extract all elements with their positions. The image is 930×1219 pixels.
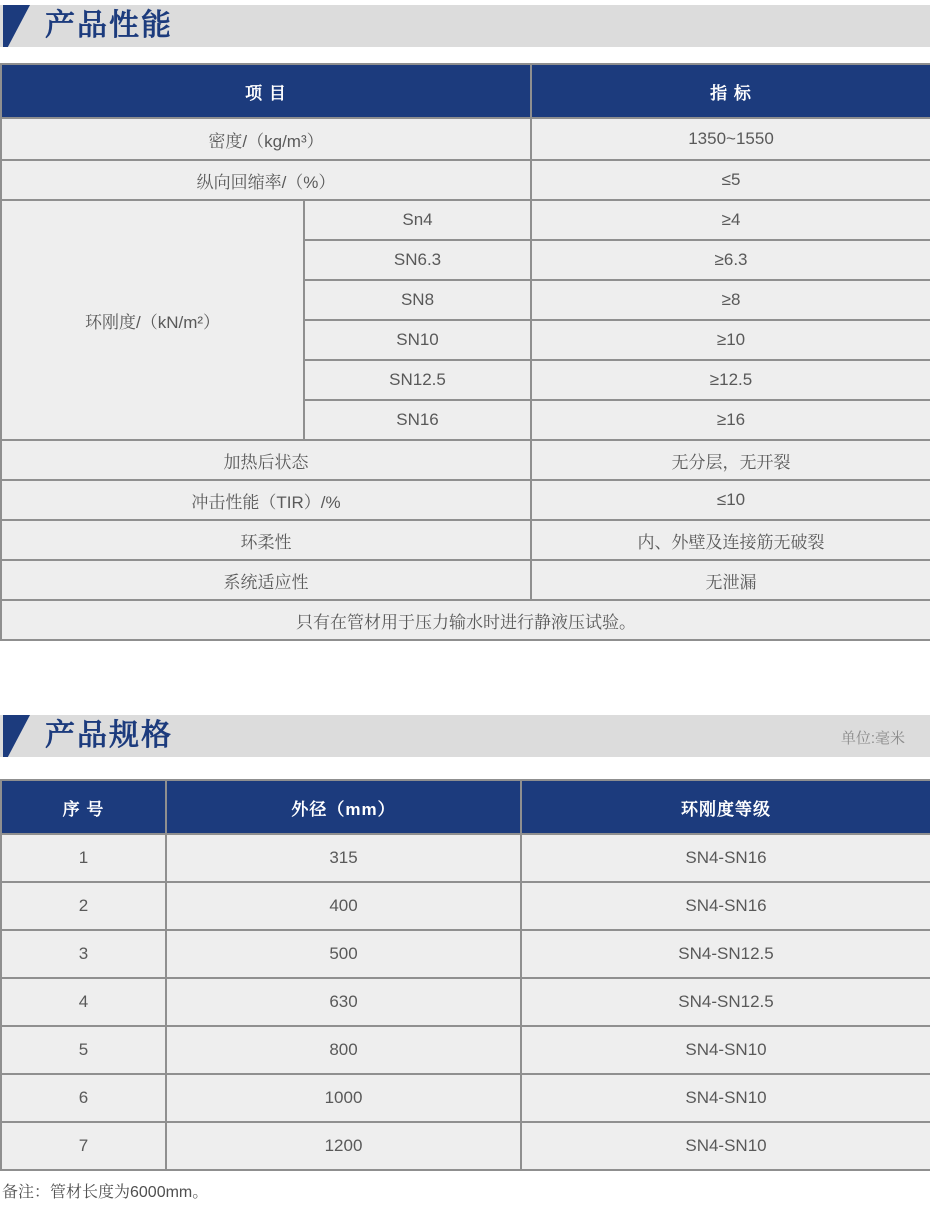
value-cell: ≤10 [531, 480, 930, 520]
table-row [1, 160, 930, 200]
value-cell: 内、外壁及连接筋无破裂 [531, 520, 930, 560]
value-cell: ≥16 [531, 400, 930, 440]
col-header-od: 外径（mm） [166, 780, 521, 834]
no-cell: 7 [1, 1122, 166, 1170]
table-row [1, 1122, 930, 1170]
item-cell: 密度/（kg/m³） [1, 118, 531, 160]
table-row [1, 1026, 930, 1074]
grade-cell: SN4-SN16 [521, 882, 930, 930]
note-cell: 只有在管材用于压力输水时进行静液压试验。 [1, 600, 930, 640]
value-cell: ≥10 [531, 320, 930, 360]
od-cell: 315 [166, 834, 521, 882]
od-cell: 1000 [166, 1074, 521, 1122]
value-cell: ≥6.3 [531, 240, 930, 280]
no-cell: 2 [1, 882, 166, 930]
no-cell: 3 [1, 930, 166, 978]
table-header-row [1, 64, 930, 118]
grade-cell: SN6.3 [304, 240, 531, 280]
value-cell: ≥12.5 [531, 360, 930, 400]
section-heading-performance [0, 5, 930, 47]
od-cell: 400 [166, 882, 521, 930]
grade-cell: SN4-SN16 [521, 834, 930, 882]
grade-cell: SN10 [304, 320, 531, 360]
no-cell: 6 [1, 1074, 166, 1122]
col-header-no: 序 号 [1, 780, 166, 834]
spec-table [0, 779, 930, 1171]
od-cell: 1200 [166, 1122, 521, 1170]
table-row [1, 560, 930, 600]
grade-cell: SN4-SN12.5 [521, 930, 930, 978]
value-cell: 1350~1550 [531, 118, 930, 160]
no-cell: 4 [1, 978, 166, 1026]
no-cell: 5 [1, 1026, 166, 1074]
value-cell: 无泄漏 [531, 560, 930, 600]
item-cell: 纵向回缩率/（%） [1, 160, 531, 200]
value-cell: ≥4 [531, 200, 930, 240]
od-cell: 800 [166, 1026, 521, 1074]
unit-label: 单位:毫米 [840, 730, 905, 747]
item-cell: 加热后状态 [1, 440, 531, 480]
od-cell: 630 [166, 978, 521, 1026]
value-cell: 无分层，无开裂 [531, 440, 930, 480]
section-title: 产品性能 [45, 9, 173, 42]
table-row [1, 930, 930, 978]
col-header-item: 项 目 [1, 64, 531, 118]
section-heading-specs [0, 715, 930, 757]
od-cell: 500 [166, 930, 521, 978]
table-row [1, 520, 930, 560]
footnote: 备注：管材长度为6000mm。 [2, 1184, 209, 1201]
item-cell: 冲击性能（TIR）/% [1, 480, 531, 520]
item-cell: 环柔性 [1, 520, 531, 560]
heading-triangle-icon [3, 715, 30, 757]
table-note-row [1, 600, 930, 640]
value-cell: ≥8 [531, 280, 930, 320]
grade-cell: SN4-SN10 [521, 1026, 930, 1074]
table-row [1, 834, 930, 882]
ring-stiffness-label-cell: 环刚度/（kN/m²） [1, 200, 304, 440]
value-cell: ≤5 [531, 160, 930, 200]
performance-table [0, 63, 930, 641]
grade-cell: SN8 [304, 280, 531, 320]
col-header-grade: 环刚度等级 [521, 780, 930, 834]
table-row [1, 480, 930, 520]
grade-cell: Sn4 [304, 200, 531, 240]
table-header-row [1, 780, 930, 834]
grade-cell: SN4-SN12.5 [521, 978, 930, 1026]
table-row [1, 200, 930, 240]
grade-cell: SN4-SN10 [521, 1122, 930, 1170]
grade-cell: SN12.5 [304, 360, 531, 400]
table-row [1, 118, 930, 160]
table-row [1, 882, 930, 930]
col-header-indicator: 指 标 [531, 64, 930, 118]
heading-triangle-icon [3, 5, 30, 47]
table-row [1, 440, 930, 480]
grade-cell: SN4-SN10 [521, 1074, 930, 1122]
table-row [1, 1074, 930, 1122]
item-cell: 系统适应性 [1, 560, 531, 600]
no-cell: 1 [1, 834, 166, 882]
table-row [1, 978, 930, 1026]
grade-cell: SN16 [304, 400, 531, 440]
section-title: 产品规格 [45, 719, 173, 752]
